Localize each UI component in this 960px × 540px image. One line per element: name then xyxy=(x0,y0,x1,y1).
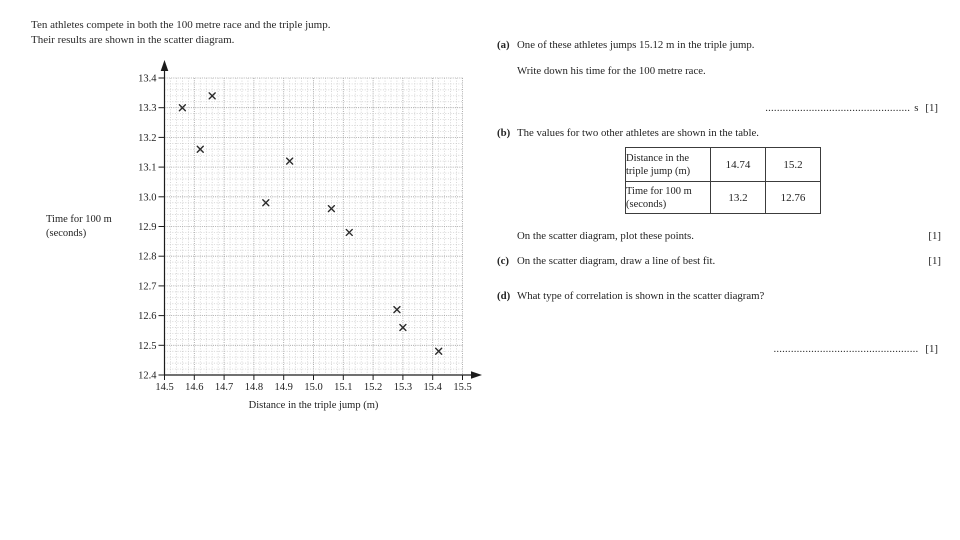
y-tick-label: 12.4 xyxy=(138,370,157,382)
y-tick-label: 12.9 xyxy=(138,222,157,233)
y-tick-label: 13.4 xyxy=(138,73,157,85)
grid-major xyxy=(165,78,463,375)
x-tick-label: 14.6 xyxy=(185,382,204,393)
question-a-label: (a) xyxy=(497,39,510,51)
question-b-label: (b) xyxy=(497,127,511,139)
x-tick-label: 14.8 xyxy=(244,382,264,393)
answer-line-a xyxy=(497,101,938,115)
question-c-label: (c) xyxy=(497,255,509,267)
y-tick-labels xyxy=(138,74,157,382)
table-header-time-line2: (seconds) xyxy=(626,198,667,210)
y-axis-arrow-icon xyxy=(161,60,169,71)
y-tick-label: 13.1 xyxy=(138,162,157,174)
y-tick-label: 13.2 xyxy=(138,132,157,144)
y-tick-label: 12.6 xyxy=(138,311,157,323)
question-b-instruction: On the scatter diagram, plot these points. xyxy=(517,230,694,242)
scatter-chart xyxy=(0,0,500,430)
y-tick-label: 13.0 xyxy=(138,192,157,204)
y-tick-label: 12.5 xyxy=(138,340,157,352)
axis-ticks xyxy=(159,78,463,380)
table-row-time xyxy=(626,182,821,214)
question-a-text-2: Write down his time for the 100 metre race. xyxy=(517,65,706,77)
question-c xyxy=(497,254,941,268)
y-tick-label: 12.8 xyxy=(138,251,157,263)
results-table xyxy=(625,147,821,214)
table-row-distance xyxy=(626,148,821,182)
y-axis-title-line1: Time for 100 m xyxy=(46,214,112,225)
question-d-text-1: What type of correlation is shown in the scatter diagram? xyxy=(517,290,765,302)
x-axis-title: Distance in the triple jump (m) xyxy=(248,400,379,411)
marks-a: [1] xyxy=(925,102,938,114)
intro-line-2: Their results are shown in the scatter diagram. xyxy=(31,33,235,46)
table-header-time-line1: Time for 100 m xyxy=(626,185,692,197)
table-header-distance xyxy=(626,148,711,182)
y-tick-label: 13.3 xyxy=(138,103,157,115)
table-header-distance-line1: Distance in the xyxy=(626,152,689,164)
marks-d: [1] xyxy=(925,343,938,355)
x-tick-label: 15.0 xyxy=(304,382,323,393)
x-tick-label: 14.5 xyxy=(155,382,174,393)
axes xyxy=(165,70,474,375)
table-header-distance-line2: triple jump (m) xyxy=(626,165,691,177)
question-a-text-1: One of these athletes jumps 15.12 m in the triple jump. xyxy=(517,39,755,51)
marks-b: [1] xyxy=(928,230,941,242)
x-tick-label: 15.2 xyxy=(363,382,383,393)
x-tick-labels xyxy=(155,382,471,393)
question-c-text-1: On the scatter diagram, draw a line of best fit. xyxy=(517,255,716,267)
answer-line-d xyxy=(497,342,938,356)
marks-c: [1] xyxy=(928,255,941,267)
x-tick-label: 15.3 xyxy=(393,382,413,393)
x-tick-label: 14.7 xyxy=(214,382,234,393)
question-b xyxy=(497,126,759,140)
table-cell-time-2: 12.76 xyxy=(766,182,821,214)
question-d-label: (d) xyxy=(497,290,511,302)
question-b-text-1: The values for two other athletes are shown in the table. xyxy=(517,127,759,139)
table-header-time xyxy=(626,182,711,214)
table-cell-time-1: 13.2 xyxy=(711,182,766,214)
x-tick-label: 15.4 xyxy=(423,382,442,393)
question-a xyxy=(497,38,755,52)
intro-line-1: Ten athletes compete in both the 100 metre race and the triple jump. xyxy=(31,19,331,31)
table-cell-distance-1: 14.74 xyxy=(711,148,766,182)
x-tick-label: 15.5 xyxy=(453,382,472,393)
data-points xyxy=(179,93,441,354)
table-cell-distance-2: 15.2 xyxy=(766,148,821,182)
answer-dots-a: .................................................. xyxy=(765,102,911,114)
x-tick-label: 14.9 xyxy=(274,382,293,393)
answer-dots-d: .................................................. xyxy=(773,343,919,355)
y-axis-title-line2: (seconds) xyxy=(46,228,87,239)
question-d xyxy=(497,289,764,303)
x-axis-arrow-icon xyxy=(471,371,482,379)
y-tick-label: 12.7 xyxy=(138,281,157,293)
question-b-instruction-row xyxy=(497,229,941,243)
x-tick-label: 15.1 xyxy=(334,382,353,393)
answer-unit-a: s xyxy=(914,102,919,114)
